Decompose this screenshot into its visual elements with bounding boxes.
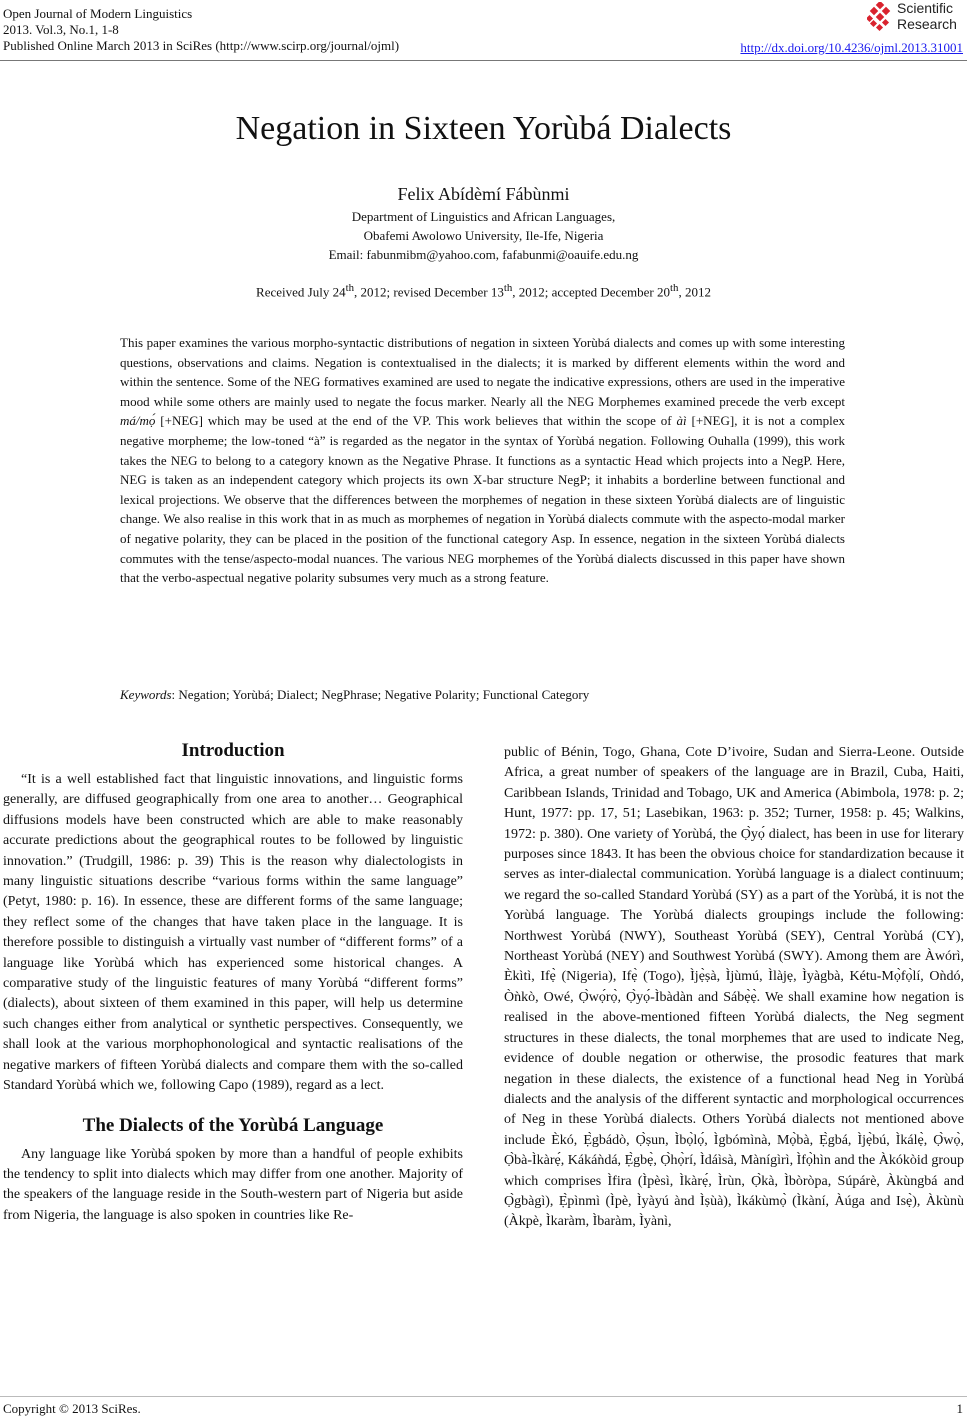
copyright-notice: Copyright © 2013 SciRes.: [3, 1401, 141, 1416]
journal-name: Open Journal of Modern Linguistics: [3, 6, 193, 21]
publication-info: Published Online March 2013 in SciRes (http://www.scirp.org/journal/ojml): [3, 38, 400, 53]
doi-link-container: [740, 40, 963, 56]
affiliation-department: Department of Linguistics and African Languages,: [351, 209, 616, 224]
section-heading-introduction: Introduction: [181, 740, 285, 761]
intro-paragraph: “It is a well established fact that linguistic innovations, and linguistic forms generally, are diffused geographically from one area to another… Geographical diffusions models have been constructed which are able to make reasonably accurate predictions about the geographical routes to be followed by linguistic innovation.” (Trudgill, 1986: p. 39) This is the reason why dialectologists in many linguistic situations describe “various forms within the same language” (Petyt, 1980: p. 16). In essence, these are different forms of the same language; they reflect some of the changes that have taken place in the language. It is therefore possible to distinguish a virtually vast number of “different forms” of a language like Yorùbá which has experienced some historical changes. A comparative study of the linguistic features of many Yorùbá “different forms” (dialects), about sixteen of them examined in this paper, will help us determine such changes either from analytical or synthetic perspectives. Consequently, we shall look at the various morphophonological and syntactic realisations of the negative markers of fifteen Yorùbá dialects and compare them with the so-called Standard Yorùbá which we, following Capo (1989), regard as a lect.: [3, 772, 463, 1094]
logo-mark-icon: [867, 2, 895, 32]
right-column: [504, 743, 964, 1233]
dialects-paragraph: Any language like Yorùbá spoken by more than a handful of people exhibits the tendency to split into dialects which may differ from one another. Majority of the speakers of the language reside in the South-western part of Nigeria but aside from Nigeria, the language is also spoken in countries like Re-: [3, 1146, 463, 1223]
logo-text: Scientific Research: [897, 0, 957, 32]
keywords-label: Keywords: [120, 687, 172, 702]
affiliation-university: Obafemi Awolowo University, Ile-Ife, Nigeria: [363, 228, 604, 243]
page-number: 1: [956, 1401, 963, 1416]
left-column: [3, 738, 463, 1226]
author-affiliation: [0, 207, 967, 264]
paper-title: Negation in Sixteen Yorùbá Dialects: [235, 110, 732, 147]
doi-link[interactable]: http://dx.doi.org/10.4236/ojml.2013.31001: [740, 40, 963, 55]
publisher-logo: [867, 0, 963, 36]
submission-dates: Received July 24th, 2012; revised December 13th, 2012; accepted December 20th, 2012: [256, 282, 711, 300]
section-heading-dialects: The Dialects of the Yorùbá Language: [82, 1114, 384, 1136]
affiliation-email: Email: fabunmibm@yahoo.com, fafabunmi@oauife.edu.ng: [328, 247, 639, 262]
journal-header: [3, 6, 399, 54]
keywords: [120, 687, 845, 703]
keywords-list: : Negation; Yorùbá; Dialect; NegPhrase; Negative Polarity; Functional Category: [171, 687, 590, 702]
journal-volume: 2013. Vol.3, No.1, 1-8: [3, 22, 119, 37]
abstract: This paper examines the various morpho-syntactic distributions of negation in sixteen Yorùbá dialects and comes up with some interesting questions, observations and claims. Negation is contextualised in the dialects; it is marked by different elements within the word and within the sentence. Some of the NEG formatives examined are used to negate the indicative expressions, others are used in the imperative mood while some others are mainly used to negate the focus marker. Nearly all the NEG Morphemes examined precede the verb except má/mọ́ [+NEG] which may be used at the end of the VP. This work believes that within the scope of àì [+NEG], it is not a complex negative morpheme; the low-toned “à” is regarded as the negator in the syntax of Yorùbá negation. Following Ouhalla (1999), this work takes the NEG to belong to a category known as the Negative Phrase. It functions as a syntactic Head which projects into a NegP. Here, NEG is taken as an independent category which projects its own X-bar structure NegP; it inhabits a borderline between functional and lexical projections. We observe that the differences between the morphemes of negation in these sixteen Yorùbá dialects are of linguistic change. We also realise in this work that in as much as morphemes of negation in Yorùbá dialects commute with the aspecto-modal marker of negative polarity, they can be placed in the position of the functional category Asp. In essence, negation in the sixteen Yorùbá dialects commutes with the tense/aspecto-modal nuances. The various NEG morphemes of the Yorùbá dialects discussed in this paper have shown that the verbo-aspectual negative polarity subsumes very much as a strong feature.: [120, 335, 846, 586]
author-name: Felix Abídèmí Fábùnmi: [397, 184, 570, 204]
footer-rule: [0, 1396, 967, 1397]
header-rule: [0, 60, 967, 61]
dialects-paragraph-continued: public of Bénin, Togo, Ghana, Cote D’ivoire, Sudan and Sierra-Leone. Outside Africa, a great number of speakers of the language are in Brazil, Cuba, Haiti, Caribbean Islands, Trinidad and Tobago, UK and America (Abimbola, 1978: p. 2; Hunt, 1977: pp. 17, 51; Lasebikan, 1963: p. 352; Turner, 1958: p. 45; Walkins, 1972: p. 380). One variety of Yorùbá, the Ọ̀yọ́ dialect, has been in use for literary purposes since 1843. It has been the obvious choice for standardization because it serves as inter-dialectal communication. Yorùbá language is a dialect continuum; we regard the so-called Standard Yorùbá (SY) as a part of the Yorùbá, it is not the Yorùbá language. The Yorùbá dialects groupings include the following: Northwest Yorùbá (NWY), Southeast Yorùbá (SEY), Central Yorùbá (CY), Northeast Yorùbá (NEY) and Southwest Yorùbá (SWY). Among them are Àwórì, Èkìtì, Ifẹ̀ (Nigeria), Ifẹ̀ (Togo), Ìjẹ̀ṣà, Ìjùmú, Ìlàjẹ, Ìyàgbà, Kétu-Mọ̀fọ̀lí, Oǹdó, Òǹkò, Owé, Ọ̀wọ́rọ̀, Ọ̀yọ́-Ìbàdàn and Sábẹ̀ẹ̀. We shall examine how negation is realised in the above-mentioned fifteen Yorùbá dialects, the Neg segment structures in these dialects, the tonal morphemes that are used to indicate Neg, evidence of double negation or otherwise, the prosodic features that mark negation in these dialects, the existence of a functional head Neg in Yorùbá dialects and the analysis of the different syntactic and morphological occurrences of Neg in these Yorùbá dialects. Others Yorùbá dialects not mentioned above include Èkó, Ẹ̀gbádò, Ọ̀ṣun, Ìbọ̀lọ́, Ìgbómìnà, Mọ̀bà, Ẹ̀gbá, Ìjẹ̀bú, Ìkálẹ̀, Ọ̀wọ̀, Ọ̀bà-Ìkàrẹ́, Kákáǹdá, Ẹ̀gbẹ̀, Ọ̀họ̀rí, Ìdáìsà, Mànígìrì, Ìfọ̀hìn and the Àkókòid group which comprises Ìfira (Ìpèsì, Ìkàrẹ́, Ìrùn, Ọ̀kà, Ìbòròpa, Súpárè, Àkùngbá and Ọ̀gbàgì), Ẹ̀pìnmì (Ìpè, Ìyàyú ànd Ìṣùà), Ìkákùmọ̀ (Ìkàní, Àúga and Isẹ̀), Àkùnù (Àkpè, Ìkaràm, Ìbaràm, Ìyànì,: [504, 745, 964, 1230]
